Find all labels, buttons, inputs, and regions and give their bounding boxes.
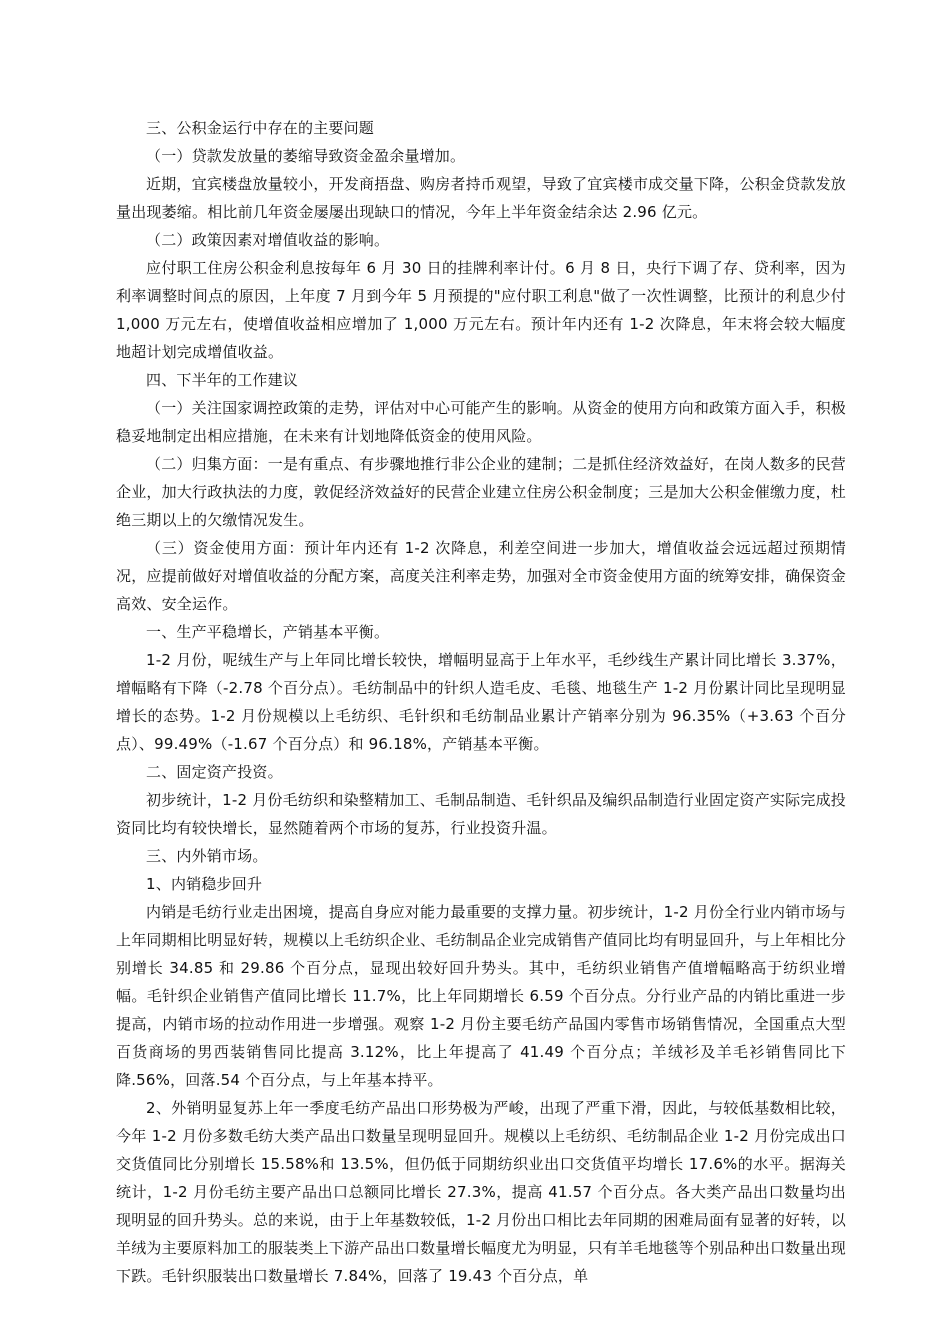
body-paragraph: 1-2 月份，呢绒生产与上年同比增长较快，增幅明显高于上年水平，毛纱线生产累计同比增长 3.37%，增幅略有下降（-2.78 个百分点）。毛纺制品中的针织人造毛皮、毛毯、地毯生产 1-2 月份累计同比呈现明显增长的态势。1-2 月份规模以上毛纺织、毛针织和毛纺制品业累计产销率分别为 96.35%（+3.63 个百分点）、99.49%（-1.67 个百分点）和 96.18%，产销基本平衡。 — [116, 651, 846, 753]
section-heading: 三、内外销市场。 — [146, 847, 268, 865]
section-heading: 二、固定资产投资。 — [146, 763, 283, 781]
subsection-heading: （二）政策因素对增值收益的影响。 — [146, 231, 390, 249]
body-paragraph: 内销是毛纺行业走出困境，提高自身应对能力最重要的支撑力量。初步统计，1-2 月份全行业内销市场与上年同期相比明显好转，规模以上毛纺织企业、毛纺制品企业完成销售产值同比均有明显回升，与上年相比分别增长 34.85 和 29.86 个百分点，显现出较好回升势头。其中，毛纺织业销售产值增幅略高于纺织业增幅。毛针织企业销售产值同比增长 11.7%，比上年同期增长 6.59 个百分点。分行业产品的内销比重进一步提高，内销市场的拉动作用进一步增强。观察 1-2 月份主要毛纺产品国内零售市场销售情况，全国重点大型百货商场的男西装销售同比提高 3.12%，比上年提高了 41.49 个百分点；羊绒衫及羊毛衫销售同比下降.56%，回落.54 个百分点，与上年基本持平。 — [116, 903, 846, 1089]
body-paragraph: 应付职工住房公积金利息按每年 6 月 30 日的挂牌利率计付。6 月 8 日，央行下调了存、贷利率，因为利率调整时间点的原因，上年度 7 月到今年 5 月预提的"应付职工利息"做了一次性调整，比预计的利息少付 1,000 万元左右，使增值收益相应增加了 1,000 万元左右。预计年内还有 1-2 次降息，年末将会较大幅度地超计划完成增值收益。 — [116, 259, 846, 361]
body-paragraph: 初步统计，1-2 月份毛纺织和染整精加工、毛制品制造、毛针织品及编织品制造行业固定资产实际完成投资同比均有较快增长，显然随着两个市场的复苏，行业投资升温。 — [116, 791, 846, 837]
section-heading: 一、生产平稳增长，产销基本平衡。 — [146, 623, 390, 641]
body-paragraph: （一）关注国家调控政策的走势，评估对中心可能产生的影响。从资金的使用方向和政策方面入手，积极稳妥地制定出相应措施，在未来有计划地降低资金的使用风险。 — [116, 399, 846, 445]
body-paragraph: 近期，宜宾楼盘放量较小，开发商捂盘、购房者持币观望，导致了宜宾楼市成交量下降，公积金贷款发放量出现萎缩。相比前几年资金屡屡出现缺口的情况，今年上半年资金结余达 2.96 亿元。 — [116, 175, 846, 221]
body-paragraph: 2、外销明显复苏上年一季度毛纺产品出口形势极为严峻，出现了严重下滑，因此，与较低基数相比较，今年 1-2 月份多数毛纺大类产品出口数量呈现明显回升。规模以上毛纺织、毛纺制品企业 1-2 月份完成出口交货值同比分别增长 15.58%和 13.5%，但仍低于同期纺织业出口交货值平均增长 17.6%的水平。据海关统计，1-2 月份毛纺主要产品出口总额同比增长 27.3%，提高 41.57 个百分点。各大类产品出口数量均出现明显的回升势头。总的来说，由于上年基数较低，1-2 月份出口相比去年同期的困难局面有显著的好转，以羊绒为主要原料加工的服装类上下游产品出口数量增长幅度尤为明显，只有羊毛地毯等个别品种出口数量出现下跌。毛针织服装出口数量增长 7.84%，回落了 19.43 个百分点，单 — [116, 1099, 846, 1285]
body-paragraph: （三）资金使用方面：预计年内还有 1-2 次降息，利差空间进一步加大，增值收益会远远超过预期情况，应提前做好对增值收益的分配方案，高度关注利率走势，加强对全市资金使用方面的统筹安排，确保资金高效、安全运作。 — [116, 539, 846, 613]
section-heading: 四、下半年的工作建议 — [146, 371, 299, 389]
section-heading: 三、公积金运行中存在的主要问题 — [146, 119, 375, 137]
body-paragraph: （二）归集方面：一是有重点、有步骤地推行非公企业的建制；二是抓住经济效益好，在岗人数多的民营企业，加大行政执法的力度，敦促经济效益好的民营企业建立住房公积金制度；三是加大公积金催缴力度，杜绝三期以上的欠缴情况发生。 — [116, 455, 846, 529]
document-body — [116, 114, 846, 1290]
subsection-heading: （一）贷款发放量的萎缩导致资金盈余量增加。 — [146, 147, 466, 165]
subsection-heading: 1、内销稳步回升 — [146, 875, 263, 893]
